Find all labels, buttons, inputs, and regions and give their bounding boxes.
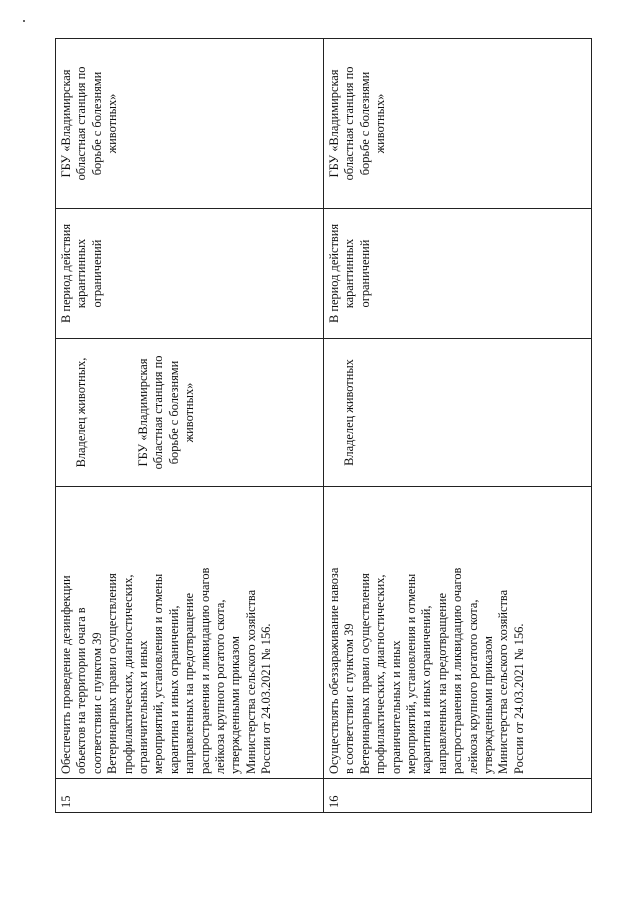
term-cell: В период действия карантинных ограничений	[56, 209, 323, 339]
row-number-cell: 15	[59, 795, 73, 808]
measure-cell: Обеспечить проведение дезинфекции объектов на территории очага в соответствии с пунктом 39 Ветеринарных правил осуществления профилактических, диагностических, ограничительных и иных мероприятий, установления и отмены карантина и иных ограничений, направленных на предотвращение распространения и ликвидацию очагов лейкоза крупного рогатого скота, утвержденными приказом Министерства сельского хозяйства России от 24.03.2021 № 156.	[56, 487, 323, 779]
measure-cell: Осуществлять обеззараживание навоза в соответствии с пунктом 39 Ветеринарных правил осуществления профилактических, диагностических, ограничительных и иных мероприятий, установления и отмены карантина и иных ограничений, направленных на предотвращение распространения и ликвидацию очагов лейкоза крупного рогатого скота, утвержденными приказом Министерства сельского хозяйства России от 24.03.2021 № 156.	[324, 487, 591, 779]
table-row	[323, 39, 591, 812]
responsible-agency: ГБУ «Владимирская областная станция по борьбе с болезнями животных»	[136, 355, 197, 470]
scan-speck	[23, 20, 25, 22]
row-number-cell: 16	[327, 795, 341, 808]
term-cell: В период действия карантинных ограничений	[324, 209, 591, 339]
responsible-owner: Владелец животных	[342, 359, 357, 466]
table-row	[56, 39, 323, 812]
executor-cell: ГБУ «Владимирская областная станция по борьбе с болезнями животных»	[324, 39, 591, 209]
responsible-cell	[56, 339, 323, 487]
measures-table	[55, 38, 592, 813]
responsible-owner: Владелец животных,	[74, 357, 89, 468]
responsible-spacer	[105, 343, 120, 482]
responsible-cell	[324, 339, 591, 487]
executor-cell: ГБУ «Владимирская областная станция по борьбе с болезнями животных»	[56, 39, 323, 209]
